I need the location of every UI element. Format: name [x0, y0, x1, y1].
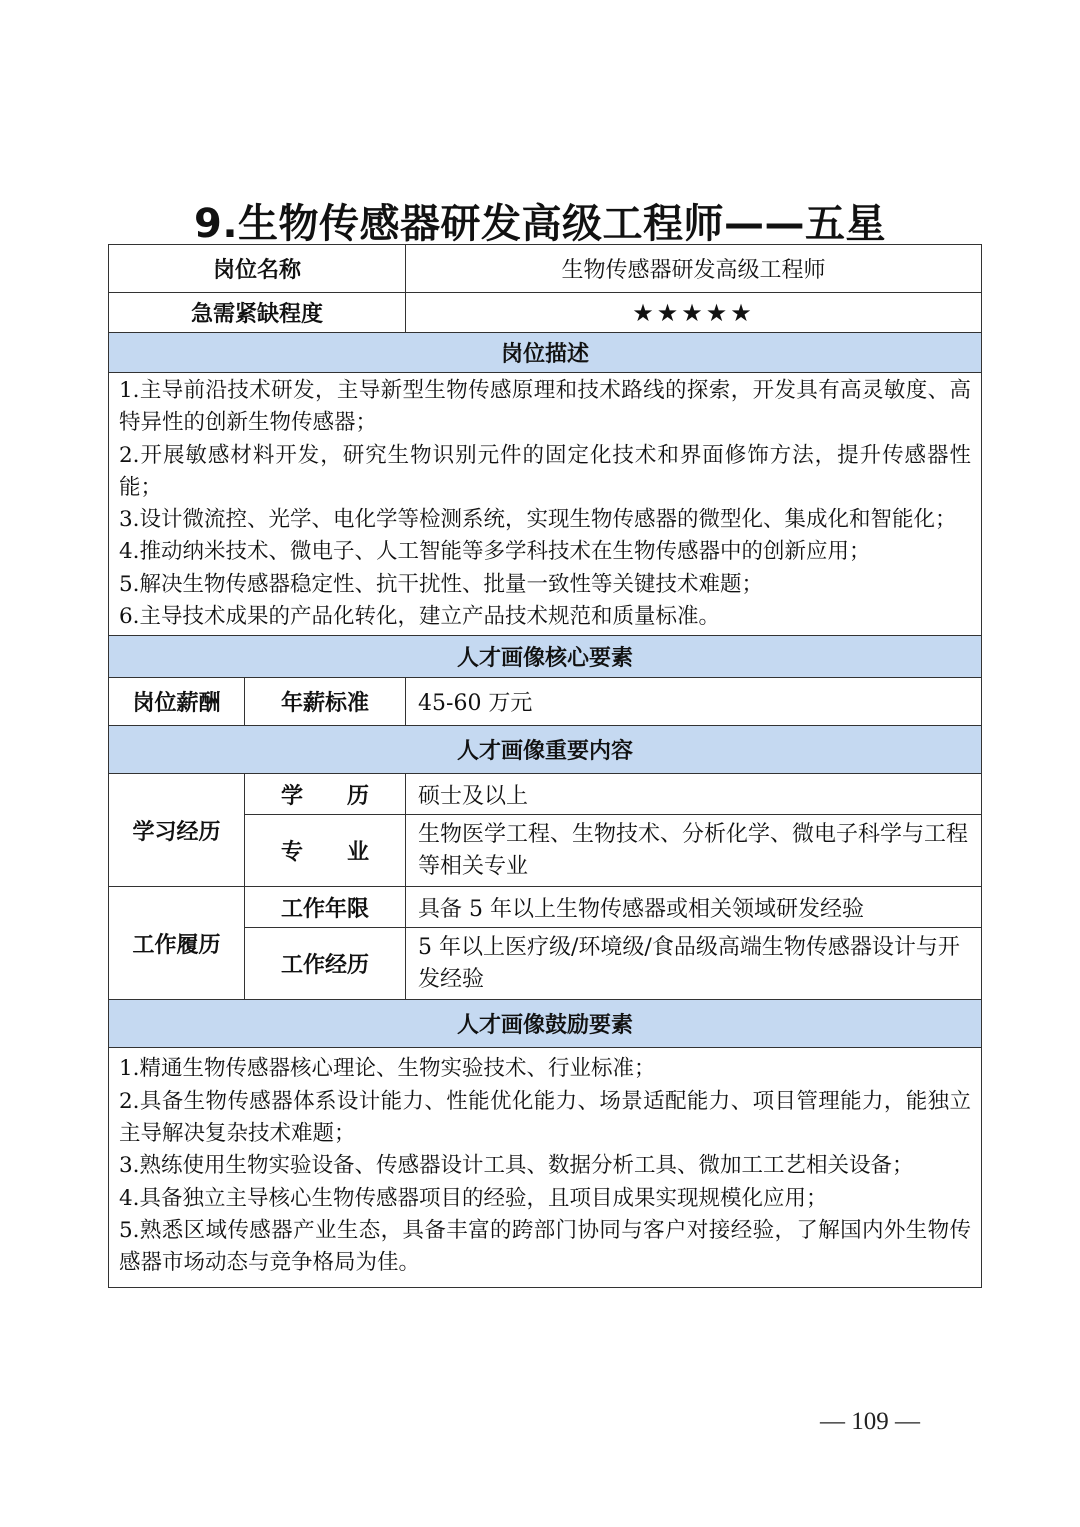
work-label: 工作履历	[109, 887, 245, 1000]
salary-value: 45-60 万元	[406, 678, 982, 726]
job-profile-table	[108, 244, 982, 1288]
list-item: 1.主导前沿技术研发，主导新型生物传感原理和技术路线的探索，开发具有高灵敏度、高特异性的创新生物传感器；	[119, 378, 972, 436]
section-header-encourage: 人才画像鼓励要素	[109, 1000, 982, 1048]
section-header-core: 人才画像核心要素	[109, 636, 982, 678]
degree-label: 学 历	[245, 774, 406, 815]
work-years-value: 具备 5 年以上生物传感器或相关领域研发经验	[406, 887, 982, 928]
description-list	[109, 373, 982, 636]
major-value: 生物医学工程、生物技术、分析化学、微电子科学与工程等相关专业	[406, 815, 982, 887]
list-item: 6.主导技术成果的产品化转化，建立产品技术规范和质量标准。	[119, 604, 721, 630]
work-exp-label: 工作经历	[245, 928, 406, 1000]
encourage-list	[109, 1048, 982, 1288]
work-exp-value: 5 年以上医疗级/环境级/食品级高端生物传感器设计与开发经验	[406, 928, 982, 1000]
education-label: 学习经历	[109, 774, 245, 887]
list-item: 5.熟悉区域传感器产业生态，具备丰富的跨部门协同与客户对接经验，了解国内外生物传感器市场动态与竞争格局为佳。	[119, 1217, 972, 1276]
list-item: 4.具备独立主导核心生物传感器项目的经验，且项目成果实现规模化应用；	[119, 1185, 828, 1211]
list-item: 4.推动纳米技术、微电子、人工智能等多学科技术在生物传感器中的创新应用；	[119, 539, 871, 565]
salary-label: 岗位薪酬	[109, 678, 245, 726]
list-item: 5.解决生物传感器稳定性、抗干扰性、批量一致性等关键技术难题；	[119, 571, 764, 597]
list-item: 3.熟练使用生物实验设备、传感器设计工具、数据分析工具、微加工工艺相关设备；	[119, 1153, 914, 1179]
major-label: 专 业	[245, 815, 406, 887]
work-years-label: 工作年限	[245, 887, 406, 928]
page-number: — 109 —	[820, 1408, 920, 1435]
position-name-value: 生物传感器研发高级工程师	[406, 245, 982, 293]
section-header-important: 人才画像重要内容	[109, 726, 982, 774]
degree-value: 硕士及以上	[406, 774, 982, 815]
list-item: 2.开展敏感材料开发，研究生物识别元件的固定化技术和界面修饰方法，提升传感器性能；	[119, 442, 972, 500]
page-title: 9.生物传感器研发高级工程师——五星	[193, 201, 887, 247]
position-name-label: 岗位名称	[109, 245, 406, 293]
urgency-stars: ★★★★★	[406, 293, 982, 333]
urgency-label: 急需紧缺程度	[109, 293, 406, 333]
section-header-description: 岗位描述	[109, 333, 982, 373]
list-item: 2.具备生物传感器体系设计能力、性能优化能力、场景适配能力、项目管理能力，能独立主导解决复杂技术难题；	[119, 1088, 972, 1146]
list-item: 1.精通生物传感器核心理论、生物实验技术、行业标准；	[119, 1056, 656, 1082]
salary-sub-label: 年薪标准	[245, 678, 406, 726]
list-item: 3.设计微流控、光学、电化学等检测系统，实现生物传感器的微型化、集成化和智能化；	[119, 507, 957, 533]
